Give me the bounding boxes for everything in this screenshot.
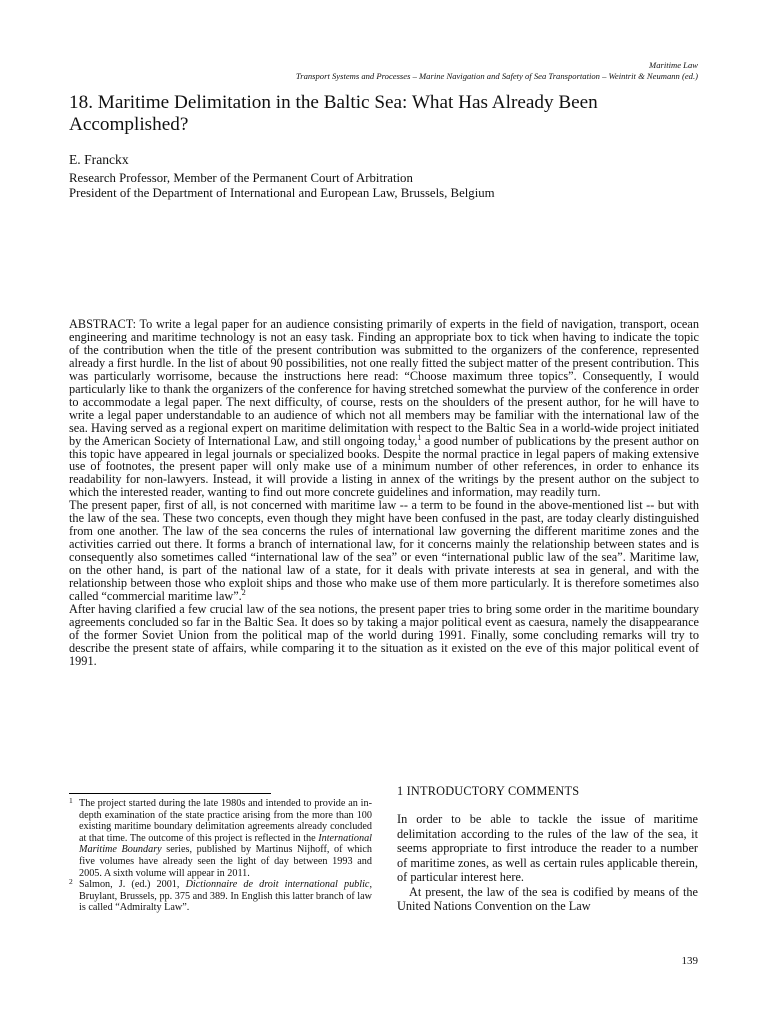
- author-name: E. Franckx: [69, 152, 129, 167]
- abstract-paragraph: [69, 318, 699, 499]
- footnote-ref[interactable]: 1: [417, 432, 422, 442]
- abstract-paragraph: After having clarified a few crucial law of the sea notions, the present paper tries to bring some order in the maritime boundary agreements concluded so far in the Baltic Sea. It does so by taking a major political event as caesura, namely the disappearance of the former Soviet Union from the political map of the world during 1991. Finally, some concluding remarks will try to describe the present state of affairs, while comparing it to the situation as it existed on the eve of this major political event of 1991.: [69, 601, 699, 668]
- footnote-text: Salmon, J. (ed.) 2001,: [79, 879, 186, 891]
- footnote: [69, 798, 372, 879]
- footnotes: [69, 798, 372, 914]
- footnote-text: series, published by Martinus Nijhoff, of which five volumes have already seen the light of day between 1993 and 2005. A sixth volume will appear in 2011.: [79, 844, 372, 879]
- footnote-ref[interactable]: 2: [241, 587, 246, 597]
- section-paragraph: At present, the law of the sea is codified by means of the United Nations Convention on the Law: [397, 884, 698, 913]
- running-head-series: Transport Systems and Processes – Marine Navigation and Safety of Sea Transportation – Weintrit & Neumann (ed.): [295, 71, 698, 81]
- running-head: [138, 60, 698, 82]
- footnote: [69, 879, 372, 914]
- affiliation-line: President of the Department of International and European Law, Brussels, Belgium: [69, 185, 495, 200]
- footnote-text: The project started during the late 1980s and intended to provide an in-depth examination of the state practice arising from the more than 100 existing maritime boundary delimitation agreements already concluded at that time. The outcome of this project is reflected in the: [79, 798, 372, 844]
- footnote-text: , Bruylant, Brussels, pp. 375 and 389. In English this latter branch of law is called “Admiralty Law”.: [79, 879, 372, 914]
- paper-title: 18. Maritime Delimitation in the Baltic Sea: What Has Already Been Accomplished?: [69, 92, 598, 135]
- footnote-italic: International Maritime Boundary: [79, 832, 372, 856]
- author-affiliations: [69, 171, 709, 200]
- footnote-mark: 2: [69, 877, 73, 887]
- abstract-paragraph: [69, 499, 699, 603]
- footnote-mark: 1: [69, 796, 73, 805]
- section-body: [397, 812, 698, 914]
- section-paragraph: In order to be able to tackle the issue of maritime delimitation according to the rules of the law of the sea, it seems appropriate to first introduce the reader to a number of maritime zones, as well as certain rules applicable therein, of particular interest here.: [397, 812, 698, 884]
- affiliation-line: Research Professor, Member of the Permanent Court of Arbitration: [69, 171, 413, 185]
- abstract-text: a good number of publications by the present author on this topic have appeared in legal journals or specialized books. Despite the normal practice in legal papers of making extensive use of footnotes, the present paper will only make use of a minimum number of other references, in order to enhance its readability for non-lawyers. Instead, it will provide a listing in annex of the writings by the present author on the subject to which the interested reader, wanting to find out more concrete guidelines and information, may readily turn.: [69, 433, 699, 500]
- abstract: [69, 318, 699, 668]
- footnote-divider: [69, 793, 271, 794]
- section-heading: 1 INTRODUCTORY COMMENTS: [397, 784, 580, 798]
- running-head-journal: Maritime Law: [649, 60, 698, 70]
- abstract-text: The present paper, first of all, is not concerned with maritime law -- a term to be found in the above-mentioned list -- but with the law of the sea. These two concepts, even though they might have been confused in the past, are today clearly distinguished from one another. The law of the sea concerns the rules of international law governing the different maritime zones and the activities carried out there. It forms a branch of international law, for it concerns mainly the relationship between states and is consequently also sometimes called “international law of the sea” or even “international public law of the sea”. Maritime law, on the other hand, is part of the national law of a state, for it deals with private interests at sea in general, and with the relationship between those who exploit ships and those who make use of them more particularly. It is therefore sometimes also called “commercial maritime law”.: [69, 498, 699, 604]
- page-number: 139: [681, 955, 698, 967]
- abstract-text: ABSTRACT: To write a legal paper for an audience consisting primarily of experts in the field of navigation, transport, ocean engineering and maritime technology is not an easy task. Finding an appropriate box to tick when having to indicate the topic of the contribution when the title of the present contribution was submitted to the organizers of the conference, represented already a first hurdle. In the list of about 90 possibilities, not one really fitted the subject matter of the present contribution. This was particularly worrisome, because the instructions here read: “Choose maximum three topics”. Consequently, I would particularly like to thank the organizers of the conference for having stretched somewhat the purview of the conference in order to accommodate a legal paper. The next difficulty, of course, rests on the shoulders of the present author, for he will have to write a legal paper understandable to an audience of which not all members may be familiar with the international law of the sea. Having served as a regional expert on maritime delimitation with respect to the Baltic Sea in a world-wide project initiated by the American Society of International Law, and still ongoing today,: [69, 317, 699, 448]
- footnote-italic: Dictionnaire de droit international public: [185, 879, 370, 891]
